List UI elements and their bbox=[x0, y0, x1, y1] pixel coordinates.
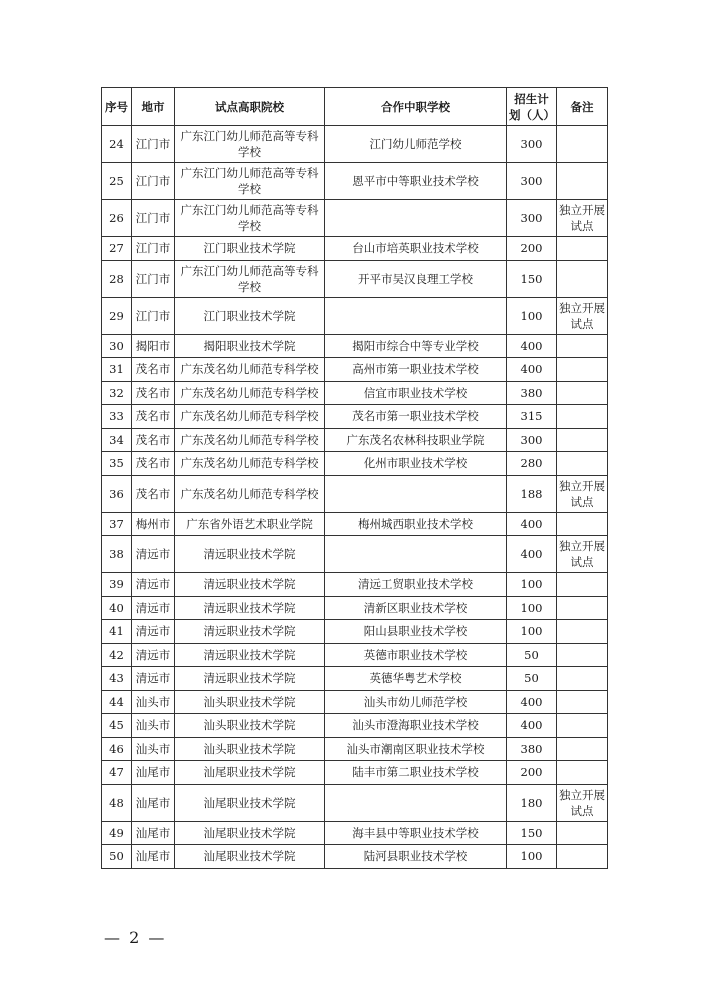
table-row bbox=[102, 475, 608, 512]
table-row bbox=[102, 714, 608, 738]
cell-school: 开平市吴汉良理工学校 bbox=[325, 260, 507, 297]
cell-school: 台山市培英职业技术学校 bbox=[325, 237, 507, 261]
cell-college: 广东茂名幼儿师范专科学校 bbox=[175, 452, 325, 476]
cell-college: 江门职业技术学院 bbox=[175, 237, 325, 261]
cell-plan: 300 bbox=[507, 163, 557, 200]
cell-school: 英德华粤艺术学校 bbox=[325, 667, 507, 691]
cell-note bbox=[557, 428, 608, 452]
table-row bbox=[102, 163, 608, 200]
cell-note bbox=[557, 573, 608, 597]
cell-college: 揭阳职业技术学院 bbox=[175, 334, 325, 358]
cell-school: 清新区职业技术学校 bbox=[325, 596, 507, 620]
cell-city: 清远市 bbox=[132, 667, 175, 691]
cell-college: 汕尾职业技术学院 bbox=[175, 845, 325, 869]
cell-note: 独立开展试点 bbox=[557, 297, 608, 334]
cell-no: 24 bbox=[102, 126, 132, 163]
page-number: — 2 — bbox=[104, 928, 167, 947]
cell-college: 清远职业技术学院 bbox=[175, 536, 325, 573]
table-row bbox=[102, 334, 608, 358]
table-row bbox=[102, 596, 608, 620]
cell-city: 茂名市 bbox=[132, 428, 175, 452]
cell-school: 海丰县中等职业技术学校 bbox=[325, 821, 507, 845]
cell-plan: 150 bbox=[507, 260, 557, 297]
cell-no: 43 bbox=[102, 667, 132, 691]
header-city: 地市 bbox=[132, 88, 175, 126]
header-note: 备注 bbox=[557, 88, 608, 126]
cell-plan: 180 bbox=[507, 784, 557, 821]
cell-city: 江门市 bbox=[132, 237, 175, 261]
cell-school bbox=[325, 536, 507, 573]
table-row bbox=[102, 428, 608, 452]
cell-school: 英德市职业技术学校 bbox=[325, 643, 507, 667]
cell-city: 茂名市 bbox=[132, 452, 175, 476]
cell-plan: 300 bbox=[507, 200, 557, 237]
cell-no: 39 bbox=[102, 573, 132, 597]
cell-note: 独立开展试点 bbox=[557, 536, 608, 573]
table-row bbox=[102, 620, 608, 644]
cell-city: 江门市 bbox=[132, 260, 175, 297]
cell-note bbox=[557, 596, 608, 620]
cell-plan: 315 bbox=[507, 405, 557, 429]
cell-city: 清远市 bbox=[132, 596, 175, 620]
cell-city: 汕头市 bbox=[132, 714, 175, 738]
cell-school: 揭阳市综合中等专业学校 bbox=[325, 334, 507, 358]
cell-note bbox=[557, 126, 608, 163]
cell-college: 清远职业技术学院 bbox=[175, 643, 325, 667]
cell-college: 江门职业技术学院 bbox=[175, 297, 325, 334]
cell-city: 梅州市 bbox=[132, 512, 175, 536]
cell-plan: 200 bbox=[507, 761, 557, 785]
cell-college: 广东江门幼儿师范高等专科学校 bbox=[175, 260, 325, 297]
cell-note bbox=[557, 381, 608, 405]
cell-plan: 100 bbox=[507, 620, 557, 644]
cell-college: 广东茂名幼儿师范专科学校 bbox=[175, 405, 325, 429]
cell-school: 汕头市潮南区职业技术学校 bbox=[325, 737, 507, 761]
cell-no: 32 bbox=[102, 381, 132, 405]
cell-plan: 100 bbox=[507, 596, 557, 620]
cell-school: 恩平市中等职业技术学校 bbox=[325, 163, 507, 200]
cell-no: 29 bbox=[102, 297, 132, 334]
cell-school: 江门幼儿师范学校 bbox=[325, 126, 507, 163]
cell-school: 信宜市职业技术学校 bbox=[325, 381, 507, 405]
cell-note bbox=[557, 620, 608, 644]
cell-school: 化州市职业技术学校 bbox=[325, 452, 507, 476]
cell-city: 江门市 bbox=[132, 297, 175, 334]
cell-note bbox=[557, 163, 608, 200]
table-row bbox=[102, 667, 608, 691]
cell-no: 48 bbox=[102, 784, 132, 821]
cell-no: 47 bbox=[102, 761, 132, 785]
cell-plan: 50 bbox=[507, 667, 557, 691]
table-row bbox=[102, 784, 608, 821]
cell-college: 清远职业技术学院 bbox=[175, 573, 325, 597]
cell-note bbox=[557, 761, 608, 785]
cell-note bbox=[557, 845, 608, 869]
cell-no: 36 bbox=[102, 475, 132, 512]
cell-college: 清远职业技术学院 bbox=[175, 667, 325, 691]
cell-city: 茂名市 bbox=[132, 381, 175, 405]
table-row bbox=[102, 260, 608, 297]
table-row bbox=[102, 536, 608, 573]
cell-plan: 300 bbox=[507, 428, 557, 452]
cell-college: 汕尾职业技术学院 bbox=[175, 761, 325, 785]
cell-note bbox=[557, 358, 608, 382]
header-no: 序号 bbox=[102, 88, 132, 126]
table-row bbox=[102, 737, 608, 761]
cell-school bbox=[325, 784, 507, 821]
cell-no: 49 bbox=[102, 821, 132, 845]
cell-no: 38 bbox=[102, 536, 132, 573]
cell-no: 46 bbox=[102, 737, 132, 761]
table-row bbox=[102, 761, 608, 785]
cell-college: 清远职业技术学院 bbox=[175, 620, 325, 644]
cell-city: 汕尾市 bbox=[132, 784, 175, 821]
cell-plan: 400 bbox=[507, 690, 557, 714]
table-row bbox=[102, 126, 608, 163]
cell-no: 26 bbox=[102, 200, 132, 237]
cell-note bbox=[557, 643, 608, 667]
cell-no: 31 bbox=[102, 358, 132, 382]
cell-no: 34 bbox=[102, 428, 132, 452]
cell-college: 广东茂名幼儿师范专科学校 bbox=[175, 358, 325, 382]
cell-city: 清远市 bbox=[132, 643, 175, 667]
table-row bbox=[102, 643, 608, 667]
cell-plan: 200 bbox=[507, 237, 557, 261]
cell-note: 独立开展试点 bbox=[557, 200, 608, 237]
cell-city: 茂名市 bbox=[132, 475, 175, 512]
cell-plan: 100 bbox=[507, 845, 557, 869]
cell-school: 阳山县职业技术学校 bbox=[325, 620, 507, 644]
cell-note bbox=[557, 737, 608, 761]
cell-college: 汕尾职业技术学院 bbox=[175, 821, 325, 845]
cell-plan: 400 bbox=[507, 536, 557, 573]
header-school: 合作中职学校 bbox=[325, 88, 507, 126]
table-body bbox=[102, 126, 608, 869]
cell-note bbox=[557, 334, 608, 358]
cell-no: 50 bbox=[102, 845, 132, 869]
cell-city: 清远市 bbox=[132, 573, 175, 597]
cell-city: 汕头市 bbox=[132, 737, 175, 761]
cell-no: 40 bbox=[102, 596, 132, 620]
cell-note bbox=[557, 405, 608, 429]
cell-no: 28 bbox=[102, 260, 132, 297]
cell-plan: 300 bbox=[507, 126, 557, 163]
cell-city: 江门市 bbox=[132, 126, 175, 163]
cell-city: 汕尾市 bbox=[132, 761, 175, 785]
cell-no: 35 bbox=[102, 452, 132, 476]
cell-no: 44 bbox=[102, 690, 132, 714]
cell-city: 江门市 bbox=[132, 163, 175, 200]
table-row bbox=[102, 405, 608, 429]
cell-note: 独立开展试点 bbox=[557, 784, 608, 821]
cell-plan: 400 bbox=[507, 334, 557, 358]
cell-school: 陆河县职业技术学校 bbox=[325, 845, 507, 869]
enrollment-table bbox=[101, 87, 608, 869]
table-row bbox=[102, 573, 608, 597]
header-plan: 招生计划（人） bbox=[507, 88, 557, 126]
cell-no: 37 bbox=[102, 512, 132, 536]
table-row bbox=[102, 237, 608, 261]
cell-note bbox=[557, 237, 608, 261]
cell-plan: 400 bbox=[507, 358, 557, 382]
table-row bbox=[102, 845, 608, 869]
cell-plan: 188 bbox=[507, 475, 557, 512]
cell-note bbox=[557, 452, 608, 476]
cell-college: 广东江门幼儿师范高等专科学校 bbox=[175, 126, 325, 163]
cell-school: 广东茂名农林科技职业学院 bbox=[325, 428, 507, 452]
cell-college: 广东省外语艺术职业学院 bbox=[175, 512, 325, 536]
cell-no: 45 bbox=[102, 714, 132, 738]
cell-no: 27 bbox=[102, 237, 132, 261]
cell-school: 陆丰市第二职业技术学校 bbox=[325, 761, 507, 785]
cell-plan: 380 bbox=[507, 381, 557, 405]
cell-college: 广东茂名幼儿师范专科学校 bbox=[175, 428, 325, 452]
table-row bbox=[102, 381, 608, 405]
cell-college: 汕尾职业技术学院 bbox=[175, 784, 325, 821]
cell-city: 江门市 bbox=[132, 200, 175, 237]
cell-plan: 400 bbox=[507, 512, 557, 536]
table-row bbox=[102, 200, 608, 237]
cell-note: 独立开展试点 bbox=[557, 475, 608, 512]
table-row bbox=[102, 358, 608, 382]
cell-school bbox=[325, 475, 507, 512]
enrollment-table-container bbox=[101, 87, 607, 869]
cell-city: 汕尾市 bbox=[132, 821, 175, 845]
table-row bbox=[102, 297, 608, 334]
cell-no: 30 bbox=[102, 334, 132, 358]
cell-college: 广东江门幼儿师范高等专科学校 bbox=[175, 200, 325, 237]
table-row bbox=[102, 512, 608, 536]
cell-plan: 100 bbox=[507, 573, 557, 597]
cell-no: 33 bbox=[102, 405, 132, 429]
cell-college: 广东江门幼儿师范高等专科学校 bbox=[175, 163, 325, 200]
cell-note bbox=[557, 260, 608, 297]
cell-plan: 150 bbox=[507, 821, 557, 845]
cell-no: 41 bbox=[102, 620, 132, 644]
cell-note bbox=[557, 512, 608, 536]
cell-note bbox=[557, 821, 608, 845]
cell-no: 42 bbox=[102, 643, 132, 667]
cell-city: 茂名市 bbox=[132, 358, 175, 382]
cell-city: 汕尾市 bbox=[132, 845, 175, 869]
cell-college: 广东茂名幼儿师范专科学校 bbox=[175, 381, 325, 405]
table-row bbox=[102, 690, 608, 714]
cell-city: 清远市 bbox=[132, 536, 175, 573]
cell-school: 汕头市澄海职业技术学校 bbox=[325, 714, 507, 738]
cell-college: 汕头职业技术学院 bbox=[175, 690, 325, 714]
cell-city: 汕头市 bbox=[132, 690, 175, 714]
cell-plan: 100 bbox=[507, 297, 557, 334]
cell-college: 清远职业技术学院 bbox=[175, 596, 325, 620]
cell-school: 梅州城西职业技术学校 bbox=[325, 512, 507, 536]
cell-school bbox=[325, 297, 507, 334]
cell-college: 广东茂名幼儿师范专科学校 bbox=[175, 475, 325, 512]
cell-college: 汕头职业技术学院 bbox=[175, 714, 325, 738]
cell-college: 汕头职业技术学院 bbox=[175, 737, 325, 761]
cell-school bbox=[325, 200, 507, 237]
cell-city: 清远市 bbox=[132, 620, 175, 644]
cell-city: 茂名市 bbox=[132, 405, 175, 429]
cell-note bbox=[557, 690, 608, 714]
cell-plan: 400 bbox=[507, 714, 557, 738]
table-row bbox=[102, 452, 608, 476]
cell-plan: 50 bbox=[507, 643, 557, 667]
cell-note bbox=[557, 667, 608, 691]
cell-school: 汕头市幼儿师范学校 bbox=[325, 690, 507, 714]
cell-plan: 280 bbox=[507, 452, 557, 476]
cell-school: 茂名市第一职业技术学校 bbox=[325, 405, 507, 429]
cell-city: 揭阳市 bbox=[132, 334, 175, 358]
cell-school: 高州市第一职业技术学校 bbox=[325, 358, 507, 382]
cell-plan: 380 bbox=[507, 737, 557, 761]
table-row bbox=[102, 821, 608, 845]
cell-note bbox=[557, 714, 608, 738]
cell-school: 清远工贸职业技术学校 bbox=[325, 573, 507, 597]
header-college: 试点高职院校 bbox=[175, 88, 325, 126]
cell-no: 25 bbox=[102, 163, 132, 200]
table-header-row bbox=[102, 88, 608, 126]
